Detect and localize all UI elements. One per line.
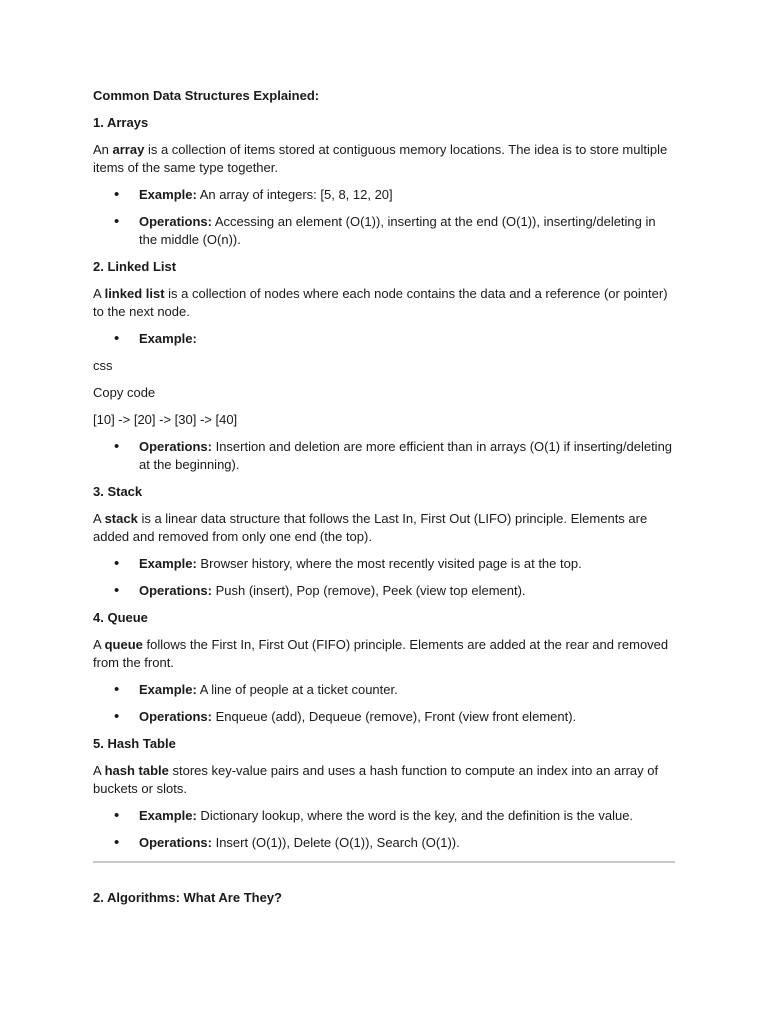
- section-heading-arrays: 1. Arrays: [93, 115, 149, 130]
- document-title: Common Data Structures Explained:: [93, 88, 320, 103]
- bullet-label: Example:: [139, 331, 197, 346]
- section-heading-stack: 3. Stack: [93, 484, 143, 499]
- definition-text: stores key-value pairs and uses a hash function to compute an index into an array of buckets or slots.: [93, 763, 659, 796]
- bullet-text: Dictionary lookup, where the word is the key, and the definition is the value.: [196, 808, 634, 823]
- bullet-label: Operations:: [139, 583, 212, 598]
- bullet-label: Example:: [139, 187, 197, 202]
- code-language-label: css: [93, 358, 113, 373]
- stack-bullet-list: [93, 555, 675, 600]
- code-block: [10] -> [20] -> [30] -> [40]: [93, 412, 238, 427]
- definition-prefix: A: [93, 637, 105, 652]
- arrays-bullet-list: [93, 186, 675, 249]
- list-item: [93, 582, 675, 600]
- definition-term: linked list: [104, 286, 165, 301]
- definition-term: stack: [104, 511, 138, 526]
- queue-definition: [93, 636, 675, 672]
- linked-list-bullet-list: [93, 438, 675, 474]
- section-heading-hash-table: 5. Hash Table: [93, 736, 176, 751]
- bullet-label: Operations:: [139, 709, 212, 724]
- queue-bullet-list: [93, 681, 675, 726]
- document-page: [93, 87, 675, 916]
- bullet-text: Enqueue (add), Dequeue (remove), Front (view front element).: [211, 709, 577, 724]
- bullet-label: Operations:: [139, 439, 212, 454]
- section-heading-algorithms: 2. Algorithms: What Are They?: [93, 890, 282, 905]
- bullet-text: Insertion and deletion are more efficient than in arrays (O(1) if inserting/deleting at the beginning).: [139, 439, 673, 472]
- hash-table-bullet-list: [93, 807, 675, 852]
- bullet-text: Accessing an element (O(1)), inserting at the end (O(1)), inserting/deleting in the middle (O(n)).: [139, 214, 656, 247]
- section-heading-linked-list: 2. Linked List: [93, 259, 177, 274]
- bullet-label: Operations:: [139, 214, 212, 229]
- definition-prefix: A: [93, 511, 105, 526]
- definition-term: array: [112, 142, 145, 157]
- definition-term: hash table: [104, 763, 169, 778]
- linked-list-example-list: [93, 330, 675, 348]
- definition-text: follows the First In, First Out (FIFO) principle. Elements are added at the rear and removed from the front.: [93, 637, 669, 670]
- list-item: [93, 834, 675, 852]
- bullet-label: Example:: [139, 808, 197, 823]
- definition-text: is a collection of items stored at contiguous memory locations. The idea is to store multiple items of the same type together.: [93, 142, 668, 175]
- bullet-label: Example:: [139, 556, 197, 571]
- list-item: [93, 681, 675, 699]
- list-item: [93, 438, 675, 474]
- bullet-text: An array of integers: [5, 8, 12, 20]: [196, 187, 393, 202]
- list-item: [93, 708, 675, 726]
- bullet-text: Browser history, where the most recently visited page is at the top.: [196, 556, 582, 571]
- section-heading-queue: 4. Queue: [93, 610, 148, 625]
- list-item: [93, 213, 675, 249]
- definition-prefix: An: [93, 142, 113, 157]
- definition-prefix: A: [93, 286, 105, 301]
- list-item: [93, 807, 675, 825]
- linked-list-definition: [93, 285, 675, 321]
- bullet-text: Push (insert), Pop (remove), Peek (view top element).: [211, 583, 526, 598]
- list-item: [93, 330, 675, 348]
- arrays-definition: [93, 141, 675, 177]
- definition-text: is a collection of nodes where each node contains the data and a reference (or pointer) to the next node.: [93, 286, 668, 319]
- copy-code-button[interactable]: Copy code: [93, 385, 156, 400]
- bullet-text: Insert (O(1)), Delete (O(1)), Search (O(1)).: [211, 835, 460, 850]
- bullet-label: Example:: [139, 682, 197, 697]
- stack-definition: [93, 510, 675, 546]
- list-item: [93, 555, 675, 573]
- definition-prefix: A: [93, 763, 105, 778]
- list-item: [93, 186, 675, 204]
- hash-table-definition: [93, 762, 675, 798]
- bullet-label: Operations:: [139, 835, 212, 850]
- bullet-text: A line of people at a ticket counter.: [196, 682, 398, 697]
- horizontal-divider: [93, 861, 675, 863]
- definition-term: queue: [104, 637, 143, 652]
- definition-text: is a linear data structure that follows the Last In, First Out (LIFO) principle. Elements are added and removed from only one end (the top).: [93, 511, 648, 544]
